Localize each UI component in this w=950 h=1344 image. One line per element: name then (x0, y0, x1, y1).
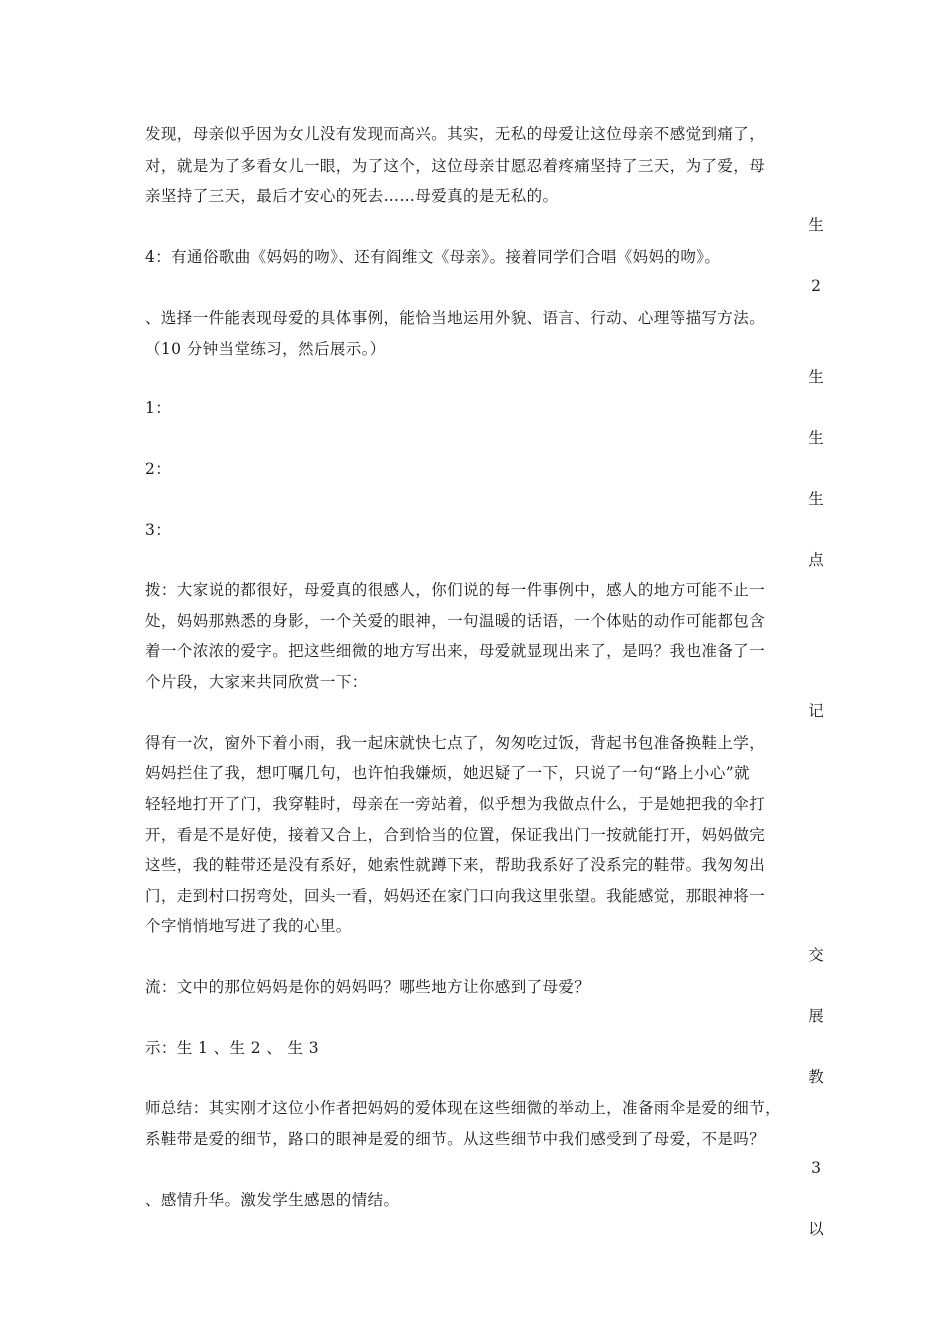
paragraph-3-line-2: （10 分钟当堂练习，然后展示。） (145, 340, 386, 358)
paragraph-9-line-1: 流：文中的那位妈妈是你的妈妈吗？哪些地方让你感到了母爱？ (145, 978, 591, 996)
paragraph-1-line-1: 发现，母亲似乎因为女儿没有发现而高兴。其实，无私的母爱让这位母亲不感觉到痛了， (145, 125, 766, 143)
margin-label-9: 展 (808, 1007, 824, 1025)
paragraph-5-line-1: 2： (145, 460, 172, 478)
paragraph-6-line-1: 3： (145, 521, 172, 539)
paragraph-8-line-1: 得有一次，窗外下着小雨，我一起床就快七点了，匆匆吃过饭，背起书包准备换鞋上学， (145, 734, 766, 752)
paragraph-7-line-2: 处，妈妈那熟悉的身影，一个关爱的眼神，一句温暖的话语，一个体贴的动作可能都包含 (145, 612, 766, 630)
margin-label-8: 交 (808, 946, 824, 964)
paragraph-11-line-2: 系鞋带是爱的细节，路口的眼神是爱的细节。从这些细节中我们感受到了母爱，不是吗？ (145, 1130, 766, 1148)
paragraph-11-line-1: 师总结：其实刚才这位小作者把妈妈的爱体现在这些细微的举动上，准备雨伞是爱的细节， (145, 1099, 782, 1117)
paragraph-7-line-4: 个片段，大家来共同欣赏一下： (145, 673, 368, 691)
margin-label-3: 生 (808, 368, 824, 386)
paragraph-8-line-2: 妈妈拦住了我，想叮嘱几句，也许怕我嫌烦，她迟疑了一下，只说了一句“路上小心”就 (145, 764, 750, 782)
paragraph-7-line-1: 拨：大家说的都很好，母爱真的很感人，你们说的每一件事例中，感人的地方可能不止一 (145, 581, 766, 599)
margin-label-2: 2 (811, 277, 821, 295)
paragraph-8-line-4: 开，看是不是好使，接着又合上，合到恰当的位置，保证我出门一按就能打开，妈妈做完 (145, 826, 766, 844)
paragraph-4-line-1: 1： (145, 399, 172, 417)
margin-label-6: 点 (808, 551, 824, 569)
margin-label-11: 3 (811, 1159, 821, 1177)
margin-label-7: 记 (808, 702, 824, 720)
paragraph-12-line-1: 、感情升华。激发学生感恩的情结。 (145, 1191, 400, 1209)
margin-label-5: 生 (808, 490, 824, 508)
paragraph-3-line-1: 、选择一件能表现母爱的具体事例，能恰当地运用外貌、语言、行动、心理等描写方法。 (145, 309, 766, 327)
paragraph-8-line-3: 轻轻地打开了门，我穿鞋时，母亲在一旁站着，似乎想为我做点什么，于是她把我的伞打 (145, 795, 766, 813)
margin-label-12: 以 (808, 1220, 824, 1238)
paragraph-10-line-1: 示：生 1 、生 2 、 生 3 (145, 1039, 320, 1057)
paragraph-1-line-2: 对，就是为了多看女儿一眼，为了这个，这位母亲甘愿忍着疼痛坚持了三天，为了爱，母 (145, 157, 766, 175)
paragraph-7-line-3: 着一个浓浓的爱字。把这些细微的地方写出来，母爱就显现出来了，是吗？我也准备了一 (145, 642, 766, 660)
paragraph-8-line-6: 门，走到村口拐弯处，回头一看，妈妈还在家门口向我这里张望。我能感觉，那眼神将一 (145, 887, 766, 905)
margin-label-1: 生 (808, 216, 824, 234)
paragraph-2-line-1: 4：有通俗歌曲《妈妈的吻》、还有阎维文《母亲》。接着同学们合唱《妈妈的吻》。 (145, 248, 721, 266)
margin-label-10: 教 (808, 1068, 824, 1086)
paragraph-8-line-7: 个字悄悄地写进了我的心里。 (145, 917, 352, 935)
paragraph-1-line-3: 亲坚持了三天，最后才安心的死去……母爱真的是无私的。 (145, 187, 559, 205)
paragraph-8-line-5: 这些，我的鞋带还是没有系好，她索性就蹲下来，帮助我系好了没系完的鞋带。我匆匆出 (145, 856, 766, 874)
margin-label-4: 生 (808, 429, 824, 447)
